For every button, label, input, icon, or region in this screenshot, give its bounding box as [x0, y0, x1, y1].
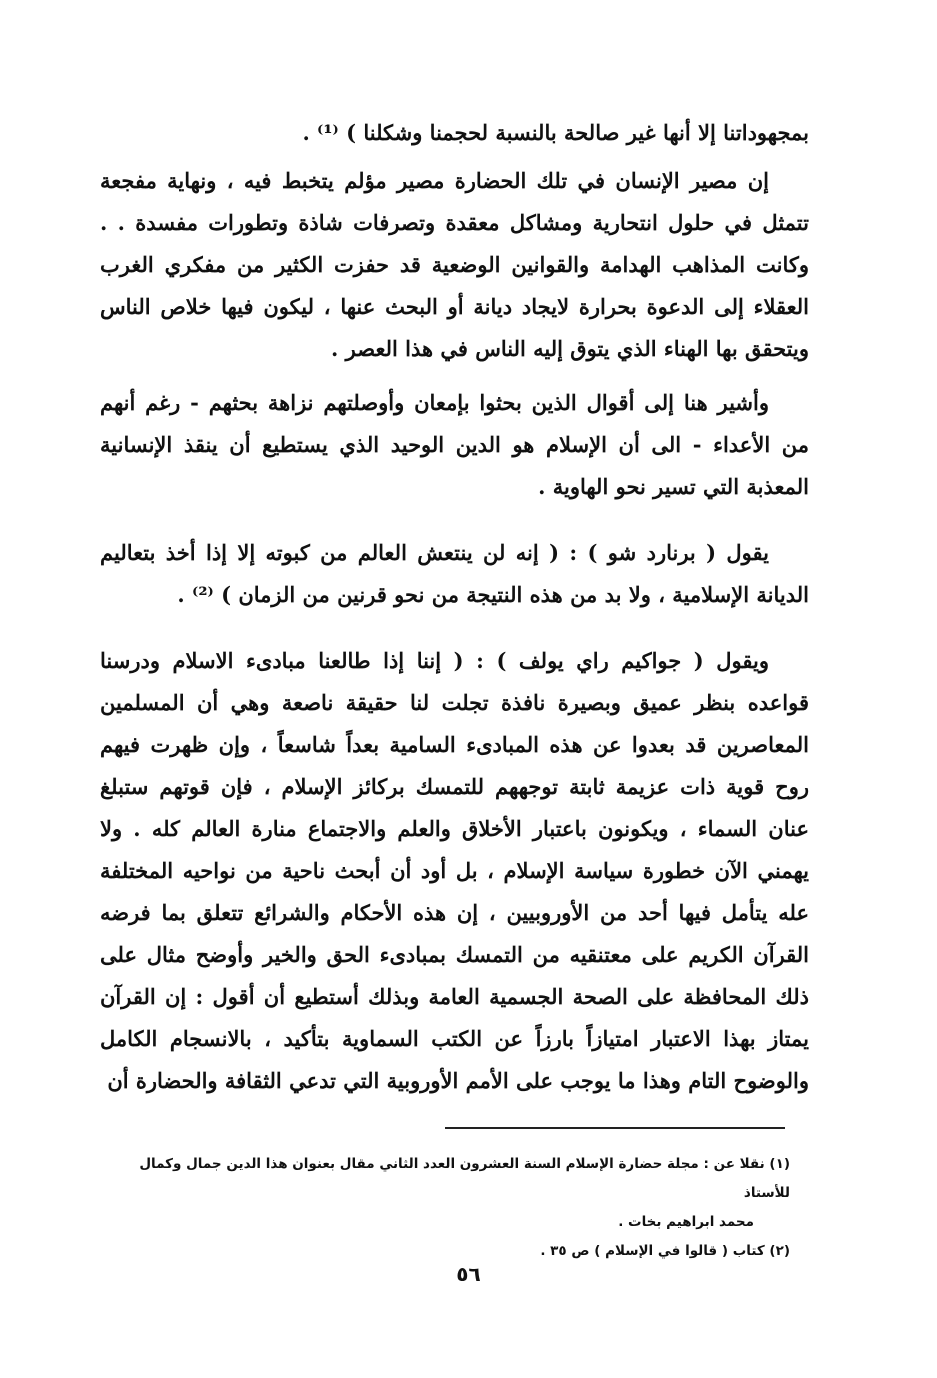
- main-text: [100, 112, 809, 1102]
- paragraph-civilization-fate: إن مصير الإنسان في تلك الحضارة مصير مؤلم يتخبط فيه ، ونهاية مفجعة تتمثل في حلول انتحارية ومشاكل معقدة وتصرفات شاذة وتطورات مفسدة . . وكانت المذاهب الهدامة والقوانين الوضعية قد حفزت الكثير من مفكري الغرب العقلاء إلى الدعوة بحرارة لايجاد ديانة أو البحث عنها ، ليكون فيها خلاص الناس ويتحقق بها الهناء الذي يتوق إليه الناس في هذا العصر .: [100, 168, 809, 361]
- paragraph-shaw-quote: يقول ( برنارد شو ) : ( إنه لن ينتعش العالم من كبوته إلا إذا أخذ بتعاليم الديانة الإسلامية ، ولا بد من هذه النتيجة من نحو قرنين من الزمان ) ⁽²⁾ .: [100, 540, 809, 607]
- page-number: ٥٦: [456, 1262, 481, 1286]
- footnote-2: (٢) كتاب ( قالوا في الإسلام ) ص ٣٥ .: [540, 1243, 790, 1259]
- footnote-1: (١) نقلا عن : مجلة حضارة الإسلام السنة العشرون العدد الثاني مقال بعنوان هذا الدين جمال وكمال للأستاذ: [139, 1156, 790, 1201]
- footnote-divider: [445, 1127, 785, 1129]
- footnote-1-continuation: محمد ابراهيم بخات .: [618, 1214, 754, 1230]
- continued-line: بمجهوداتنا إلا أنها غير صالحة بالنسبة لحجمنا وشكلنا ) ⁽¹⁾ .: [302, 120, 809, 145]
- footnotes: [100, 1150, 790, 1266]
- paragraph-testimonies-intro: وأشير هنا إلى أقوال الذين بحثوا بإمعان وأوصلتهم نزاهة بحثهم - رغم أنهم من الأعداء - الى أن الإسلام هو الدين الوحيد الذي يستطيع أن ينقذ الإنسانية المعذبة التي تسير نحو الهاوية .: [100, 390, 809, 499]
- paragraph-joachim-quote: ويقول ( جواكيم راي يولف ) : ( إننا إذا طالعنا مبادىء الاسلام ودرسنا قواعده بنظر عميق وبصيرة نافذة تجلت لنا حقيقة ناصعة وهي أن المسلمين المعاصرين قد بعدوا عن هذه المبادىء السامية بعداً شاسعاً ، وإن ظهرت فيهم روح قوية ذات عزيمة ثابتة توجههم للتمسك بركائز الإسلام ، فإن قوتهم ستبلغ عنان السماء ، ويكونون باعتبار الأخلاق والعلم والاجتماع منارة العالم كله . ولا يهمني الآن خطورة سياسة الإسلام ، بل أود أن أبحث ناحية من نواحيه المختلفة عله يتأمل فيها أحد من الأوروبيين ، إن هذه الأحكام والشرائع تتعلق بما فرضه القرآن الكريم على معتنقيه من التمسك بمبادىء الحق والخير وأوضح مثال على ذلك المحافظة على الصحة الجسمية العامة وبذلك أستطيع أن أقول : إن القرآن يمتاز بهذا الاعتبار امتيازاً بارزاً عن الكتب السماوية بتأكيد ، بالانسجام الكامل والوضوح التام وهذا ما يوجب على الأمم الأوروبية التي تدعي الثقافة والحضارة أن: [100, 648, 809, 1093]
